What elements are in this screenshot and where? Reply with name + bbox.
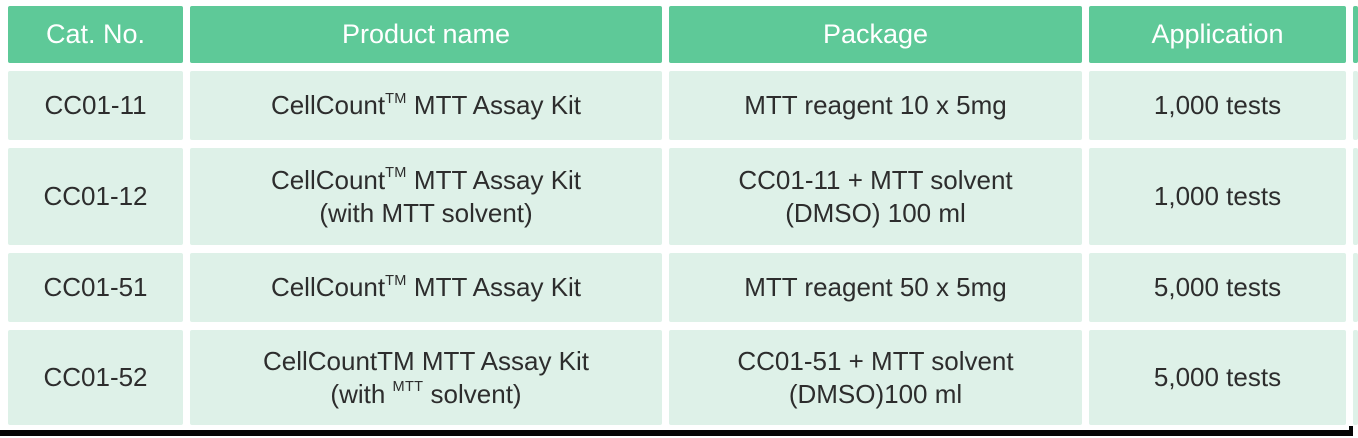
product-name-line1: CellCount™ MTT Assay Kit — [270, 90, 582, 120]
product-name-line1: CellCountTM MTT Assay Kit — [262, 345, 590, 376]
application-value: 1,000 tests — [1153, 90, 1282, 120]
product-name-line2: (with $^{MTT}$ solvent) — [330, 378, 522, 409]
tm-superscript: TM — [385, 165, 407, 182]
product-name-line1: CellCount™ MTT Assay Kit — [270, 164, 582, 195]
package-line1: CC01-51 + MTT solvent — [737, 345, 1014, 376]
cell-cat-no — [8, 148, 183, 245]
cell-product-name — [190, 71, 662, 140]
package-line1: MTT reagent 10 x 5mg — [744, 90, 1007, 120]
table-right-edge-sliver — [1353, 6, 1358, 63]
cell-package — [669, 148, 1082, 245]
package-line1: MTT reagent 50 x 5mg — [744, 272, 1007, 302]
cell-package — [669, 253, 1082, 322]
cat-no-value: CC01-52 — [43, 362, 148, 392]
package-line2: (DMSO) 100 ml — [785, 197, 966, 228]
tm-superscript: TM — [385, 272, 407, 289]
cat-no-value: CC01-11 — [44, 90, 147, 120]
col-header-application — [1089, 6, 1346, 63]
table-right-edge-sliver — [1353, 148, 1358, 245]
col-header-label: Application — [1151, 19, 1284, 49]
package-line2: (DMSO)100 ml — [788, 378, 963, 409]
cell-product-name — [190, 253, 662, 322]
application-value: 5,000 tests — [1153, 362, 1282, 392]
cat-no-value: CC01-51 — [43, 272, 148, 302]
product-name-line1: CellCount™ MTT Assay Kit — [270, 272, 582, 302]
col-header-label: Cat. No. — [45, 19, 146, 49]
col-header-product-name — [190, 6, 662, 63]
product-name-line2: (with MTT solvent) — [319, 197, 533, 228]
cell-cat-no — [8, 330, 183, 425]
table-right-edge-sliver — [1353, 71, 1358, 140]
table-right-edge-sliver — [1353, 253, 1358, 322]
cell-cat-no — [8, 253, 183, 322]
application-value: 1,000 tests — [1153, 181, 1282, 211]
cell-cat-no — [8, 71, 183, 140]
application-value: 5,000 tests — [1153, 272, 1282, 302]
package-line1: CC01-11 + MTT solvent — [738, 164, 1013, 195]
cell-package — [669, 330, 1082, 425]
cell-product-name — [190, 330, 662, 425]
col-header-label: Package — [822, 19, 929, 49]
bottom-rule-bar — [0, 430, 1353, 436]
cell-application — [1089, 253, 1346, 322]
col-header-package — [669, 6, 1082, 63]
cat-no-value: CC01-12 — [43, 181, 148, 211]
bottom-rule-bar-end-tick — [1349, 426, 1353, 431]
cell-package — [669, 71, 1082, 140]
cell-application — [1089, 71, 1346, 140]
cell-application — [1089, 148, 1346, 245]
cell-application — [1089, 330, 1346, 425]
tm-superscript: TM — [385, 90, 407, 107]
col-header-cat-no — [8, 6, 183, 63]
mtt-superscript: MTT — [392, 379, 424, 396]
cell-product-name — [190, 148, 662, 245]
table-right-edge-sliver — [1353, 330, 1358, 425]
col-header-label: Product name — [341, 19, 511, 49]
product-table — [8, 6, 1358, 425]
